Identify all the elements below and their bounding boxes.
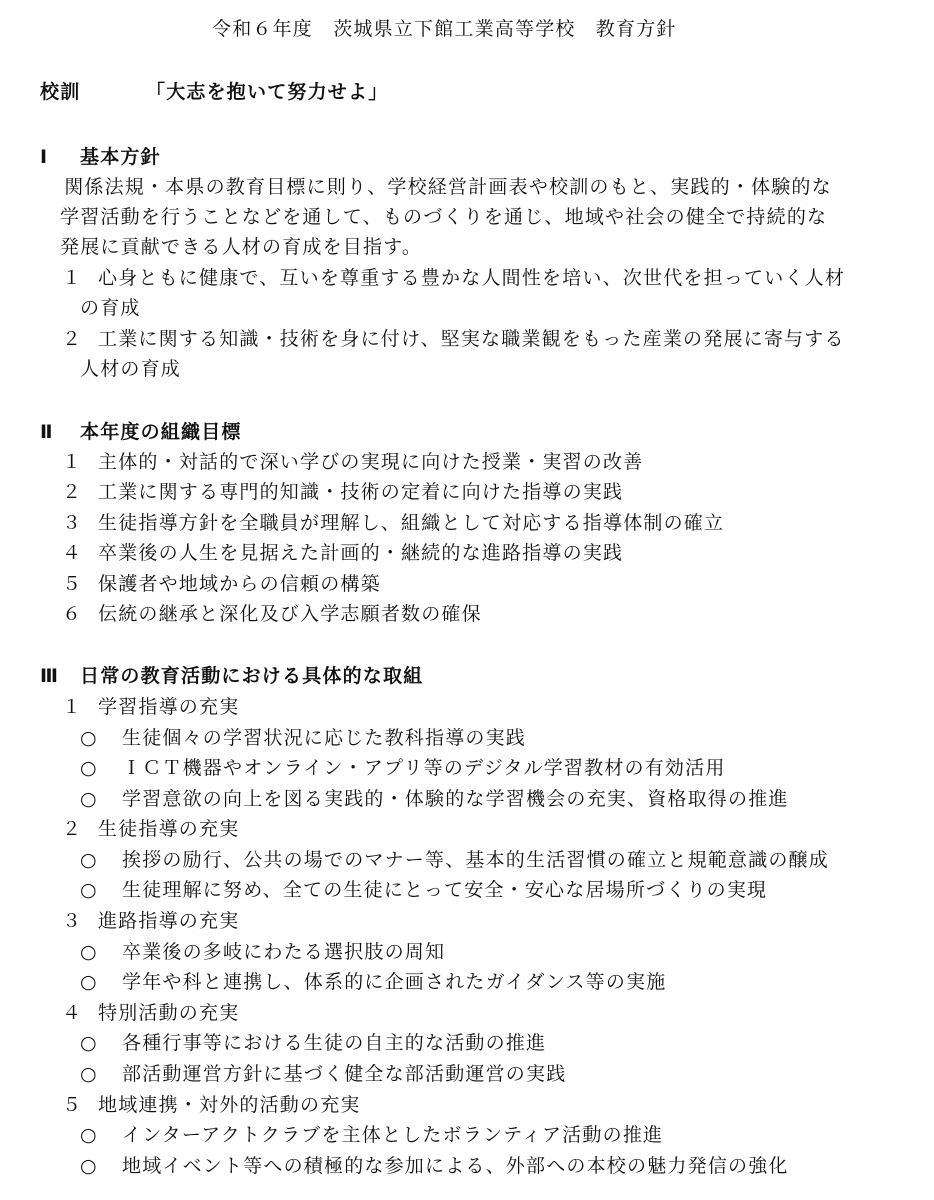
item-number: １ — [62, 267, 83, 289]
item-text: 伝統の継承と深化及び入学志願者数の確保 — [98, 603, 482, 625]
subsection-title: 特別活動の充実 — [98, 1002, 240, 1024]
section-1-heading — [40, 145, 161, 169]
subsection-title: 進路指導の充実 — [98, 910, 240, 932]
bullet-circle-icon: ○ — [80, 849, 98, 871]
subsection-number: ３ — [62, 910, 83, 932]
subsection-number: ４ — [62, 1002, 83, 1024]
section-3-title: 日常の教育活動における具体的な取組 — [80, 665, 424, 687]
item-text: 工業に関する知識・技術を身に付け、堅実な職業観をもった産業の発展に寄与する — [98, 328, 845, 350]
item-text: 主体的・対話的で深い学びの実現に向けた授業・実習の改善 — [98, 451, 644, 473]
item-number: １ — [62, 451, 83, 473]
section-1-number: Ⅰ — [40, 146, 49, 168]
item-number: ２ — [62, 328, 83, 350]
item-number: ２ — [62, 481, 83, 503]
item-number: ５ — [62, 573, 83, 595]
item-text: 心身ともに健康で、互いを尊重する豊かな人間性を培い、次世代を担っていく人材 — [98, 267, 846, 289]
bullet-item — [80, 756, 726, 780]
bullet-circle-icon: ○ — [80, 879, 98, 901]
section-2-number: Ⅱ — [40, 421, 54, 443]
bullet-circle-icon: ○ — [80, 1155, 98, 1177]
bullet-item — [80, 726, 526, 750]
bullet-text: 生徒理解に努め、全ての生徒にとって安全・安心な居場所づくりの実現 — [122, 879, 768, 901]
item-number: ４ — [62, 542, 83, 564]
section-1-title: 基本方針 — [80, 146, 161, 168]
item-text: 卒業後の人生を見据えた計画的・継続的な進路指導の実践 — [98, 542, 624, 564]
section-2-item — [62, 572, 381, 596]
section-1-item — [62, 266, 845, 290]
bullet-item — [80, 1062, 566, 1086]
bullet-item — [80, 970, 666, 994]
bullet-text: 挨拶の励行、公共の場でのマナー等、基本的生活習慣の確立と規範意識の醸成 — [122, 849, 830, 871]
bullet-item — [80, 878, 767, 902]
item-text: 工業に関する専門的知識・技術の定着に向けた指導の実践 — [98, 481, 624, 503]
subsection-heading — [62, 817, 239, 841]
bullet-circle-icon: ○ — [80, 1032, 98, 1054]
bullet-circle-icon: ○ — [80, 757, 98, 779]
item-number: ３ — [62, 512, 83, 534]
subsection-heading — [62, 1093, 361, 1117]
bullet-text: ＩＣＴ機器やオンライン・アプリ等のデジタル学習教材の有効活用 — [122, 757, 726, 779]
document-title: 令和６年度 茨城県立下館工業高等学校 教育方針 — [212, 18, 677, 40]
bullet-text: インターアクトクラブを主体としたボランティア活動の推進 — [122, 1124, 664, 1146]
bullet-circle-icon: ○ — [80, 941, 98, 963]
section-2-item — [62, 480, 623, 504]
bullet-item — [80, 1031, 546, 1055]
bullet-item — [80, 1123, 663, 1147]
section-1-item — [62, 327, 845, 351]
bullet-item — [80, 848, 829, 872]
section-1-item-continuation: 人材の育成 — [80, 358, 182, 380]
bullet-circle-icon: ○ — [80, 727, 98, 749]
bullet-text: 生徒個々の学習状況に応じた教科指導の実践 — [122, 727, 527, 749]
subsection-number: １ — [62, 696, 83, 718]
subsection-number: ２ — [62, 818, 83, 840]
subsection-heading — [62, 1001, 239, 1025]
bullet-text: 卒業後の多岐にわたる選択肢の周知 — [122, 941, 446, 963]
section-1-paragraph-line: 関係法規・本県の教育目標に則り、学校経営計画表や校訓のもと、実践的・体験的な — [44, 176, 832, 198]
bullet-item — [80, 787, 789, 811]
section-3-heading — [40, 664, 423, 688]
subsection-title: 生徒指導の充実 — [98, 818, 240, 840]
bullet-circle-icon: ○ — [80, 1063, 98, 1085]
bullet-circle-icon: ○ — [80, 1124, 98, 1146]
section-2-title: 本年度の組織目標 — [80, 421, 242, 443]
bullet-text: 地域イベント等への積極的な参加による、外部への本校の魅力発信の強化 — [122, 1155, 789, 1177]
section-2-heading — [40, 420, 242, 444]
subsection-heading — [62, 909, 239, 933]
bullet-circle-icon: ○ — [80, 971, 98, 993]
subsection-heading — [62, 695, 239, 719]
item-number: ６ — [62, 603, 83, 625]
bullet-item — [80, 940, 445, 964]
section-3-number: Ⅲ — [40, 665, 60, 687]
subsection-title: 学習指導の充実 — [98, 696, 240, 718]
section-2-item — [62, 450, 643, 474]
subsection-number: ５ — [62, 1094, 83, 1116]
item-text: 生徒指導方針を全職員が理解し、組織として対応する指導体制の確立 — [98, 512, 725, 534]
section-2-item — [62, 602, 482, 626]
bullet-circle-icon: ○ — [80, 788, 98, 810]
motto-label: 校訓 — [40, 81, 81, 103]
bullet-text: 各種行事等における生徒の自主的な活動の推進 — [122, 1032, 547, 1054]
section-2-item — [62, 541, 623, 565]
subsection-title: 地域連携・対外的活動の充実 — [98, 1094, 361, 1116]
motto-text: 「大志を抱いて努力せよ」 — [146, 81, 389, 103]
section-2-item — [62, 511, 724, 535]
bullet-text: 学習意欲の向上を図る実践的・体験的な学習機会の充実、資格取得の推進 — [122, 788, 789, 810]
section-1-paragraph-line: 発展に貢献できる人材の育成を目指す。 — [60, 236, 423, 258]
section-1-item-continuation: の育成 — [80, 297, 141, 319]
bullet-text: 学年や科と連携し、体系的に企画されたガイダンス等の実施 — [122, 971, 667, 993]
bullet-text: 部活動運営方針に基づく健全な部活動運営の実践 — [122, 1063, 567, 1085]
item-text: 保護者や地域からの信頼の構築 — [98, 573, 381, 595]
bullet-item — [80, 1154, 789, 1178]
section-1-paragraph-line: 学習活動を行うことなどを通して、ものづくりを通じ、地域や社会の健全で持続的な — [60, 206, 828, 228]
